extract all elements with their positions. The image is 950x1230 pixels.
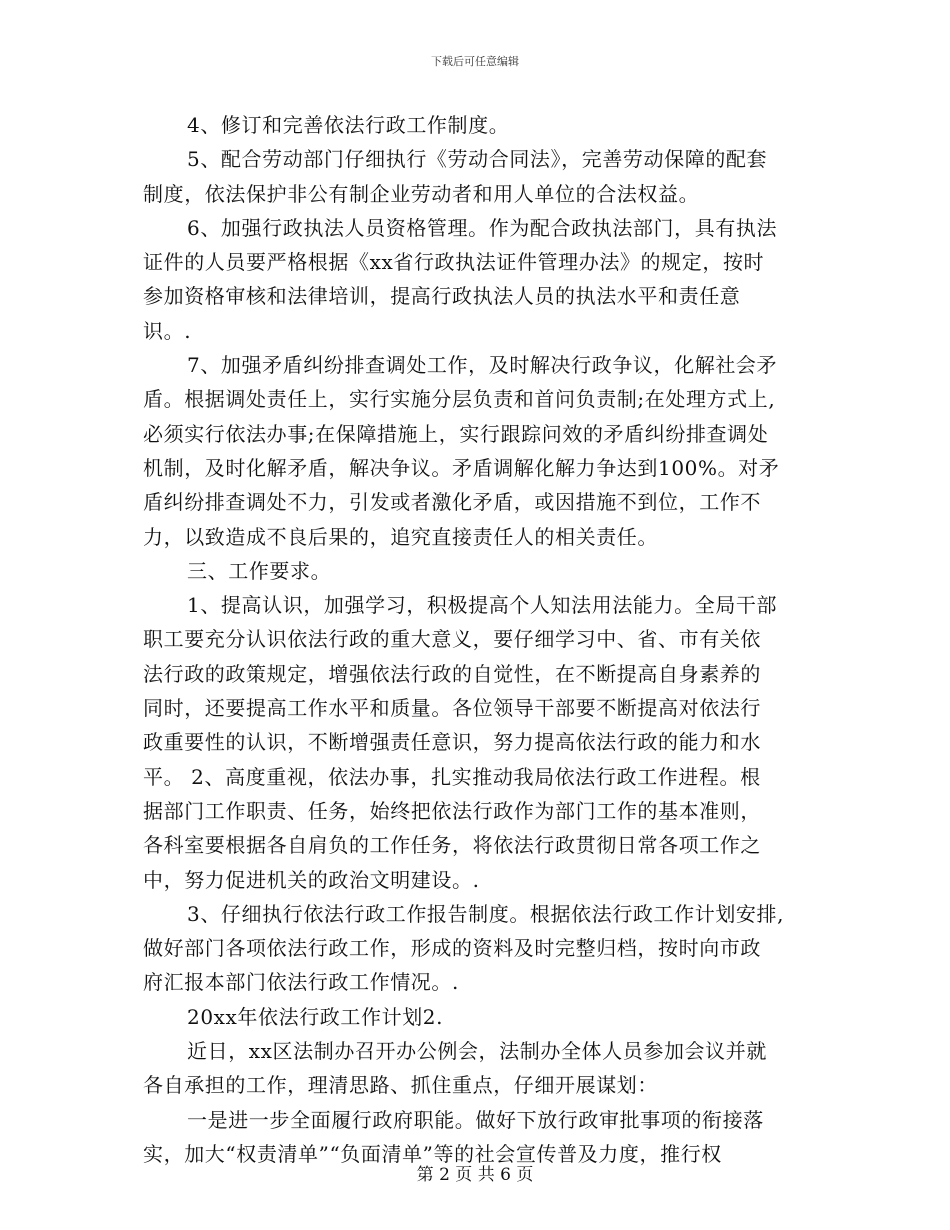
paragraph-line: 做好部门各项依法行政工作，形成的资料及时完整归档，按时向市政: [143, 936, 761, 961]
paragraph-line: 盾。根据调处责任上，实行实施分层负责和首问负责制;在处理方式上,: [143, 387, 776, 412]
paragraph-line: 职工要充分认识依法行政的重大意义，要仔细学习中、省、市有关依: [143, 627, 761, 652]
page-header: 下载后可任意编辑: [431, 55, 519, 68]
paragraph-line: 参加资格审核和法律培训，提高行政执法人员的执法水平和责任意: [143, 284, 741, 309]
paragraph-line: 法行政的政策规定，增强依法行政的自觉性，在不断提高自身素养的: [143, 661, 761, 686]
paragraph-line: 3、仔细执行依法行政工作报告制度。根据依法行政工作计划安排,: [187, 901, 785, 926]
document-body: [143, 108, 813, 1171]
paragraph-line: 一是进一步全面履行政府职能。做好下放行政审批事项的衔接落: [187, 1107, 764, 1132]
paragraph-line: 1、提高认识，加强学习，积极提高个人知法用法能力。全局干部: [187, 593, 778, 618]
paragraph-line: 识。.: [143, 318, 192, 343]
paragraph-line: 6、加强行政执法人员资格管理。作为配合政执法部门，具有执法: [187, 215, 778, 240]
paragraph-line: 力，以致造成不良后果的，追究直接责任人的相关责任。: [143, 524, 658, 549]
paragraph-line: 证件的人员要严格根据《xx省行政执法证件管理办法》的规定，按时: [143, 250, 765, 275]
paragraph-line: 7、加强矛盾纠纷排查调处工作，及时解决行政争议，化解社会矛: [187, 353, 778, 378]
page-footer: 第 2 页 共 6 页: [416, 1165, 534, 1185]
paragraph-line: 中，努力促进机关的政治文明建设。.: [143, 867, 480, 892]
paragraph-line: 同时，还要提高工作水平和质量。各位领导干部要不断提高对依法行: [143, 696, 761, 721]
paragraph-line: 三、工作要求。: [187, 558, 332, 583]
paragraph-line: 政重要性的认识，不断增强责任意识，努力提高依法行政的能力和水: [143, 730, 761, 755]
paragraph-line: 近日，xx区法制办召开办公例会，法制办全体人员参加会议并就: [187, 1039, 767, 1064]
paragraph-line: 5、配合劳动部门仔细执行《劳动合同法》，完善劳动保障的配套: [187, 147, 768, 172]
paragraph-line: 制度，依法保护非公有制企业劳动者和用人单位的合法权益。: [143, 181, 700, 206]
paragraph-line: 盾纠纷排查调处不力，引发或者激化矛盾，或因措施不到位，工作不: [143, 490, 761, 515]
paragraph-line: 府汇报本部门依法行政工作情况。.: [143, 970, 459, 995]
paragraph-line: 4、修订和完善依法行政工作制度。: [187, 113, 510, 137]
paragraph-line: 各自承担的工作，理清思路、抓住重点，仔细开展谋划：: [143, 1073, 658, 1098]
paragraph-line: 各科室要根据各自肩负的工作任务，将依法行政贯彻日常各项工作之: [143, 833, 761, 858]
paragraph-line: 必须实行依法办事;在保障措施上，实行跟踪问效的矛盾纠纷排查调处: [143, 421, 769, 446]
paragraph-line: 实，加大“权责清单”“负面清单”等的社会宣传普及力度，推行权: [143, 1141, 722, 1166]
paragraph-line: 机制，及时化解矛盾，解决争议。矛盾调解化解力争达到100%。对矛: [143, 455, 780, 480]
paragraph-line: 据部门工作职责、任务，始终把依法行政作为部门工作的基本准则，: [143, 798, 761, 823]
paragraph-line: 平。 2、高度重视，依法办事，扎实推动我局依法行政工作进程。根: [143, 764, 761, 789]
paragraph-line: 20xx年依法行政工作计划2.: [187, 1004, 444, 1029]
